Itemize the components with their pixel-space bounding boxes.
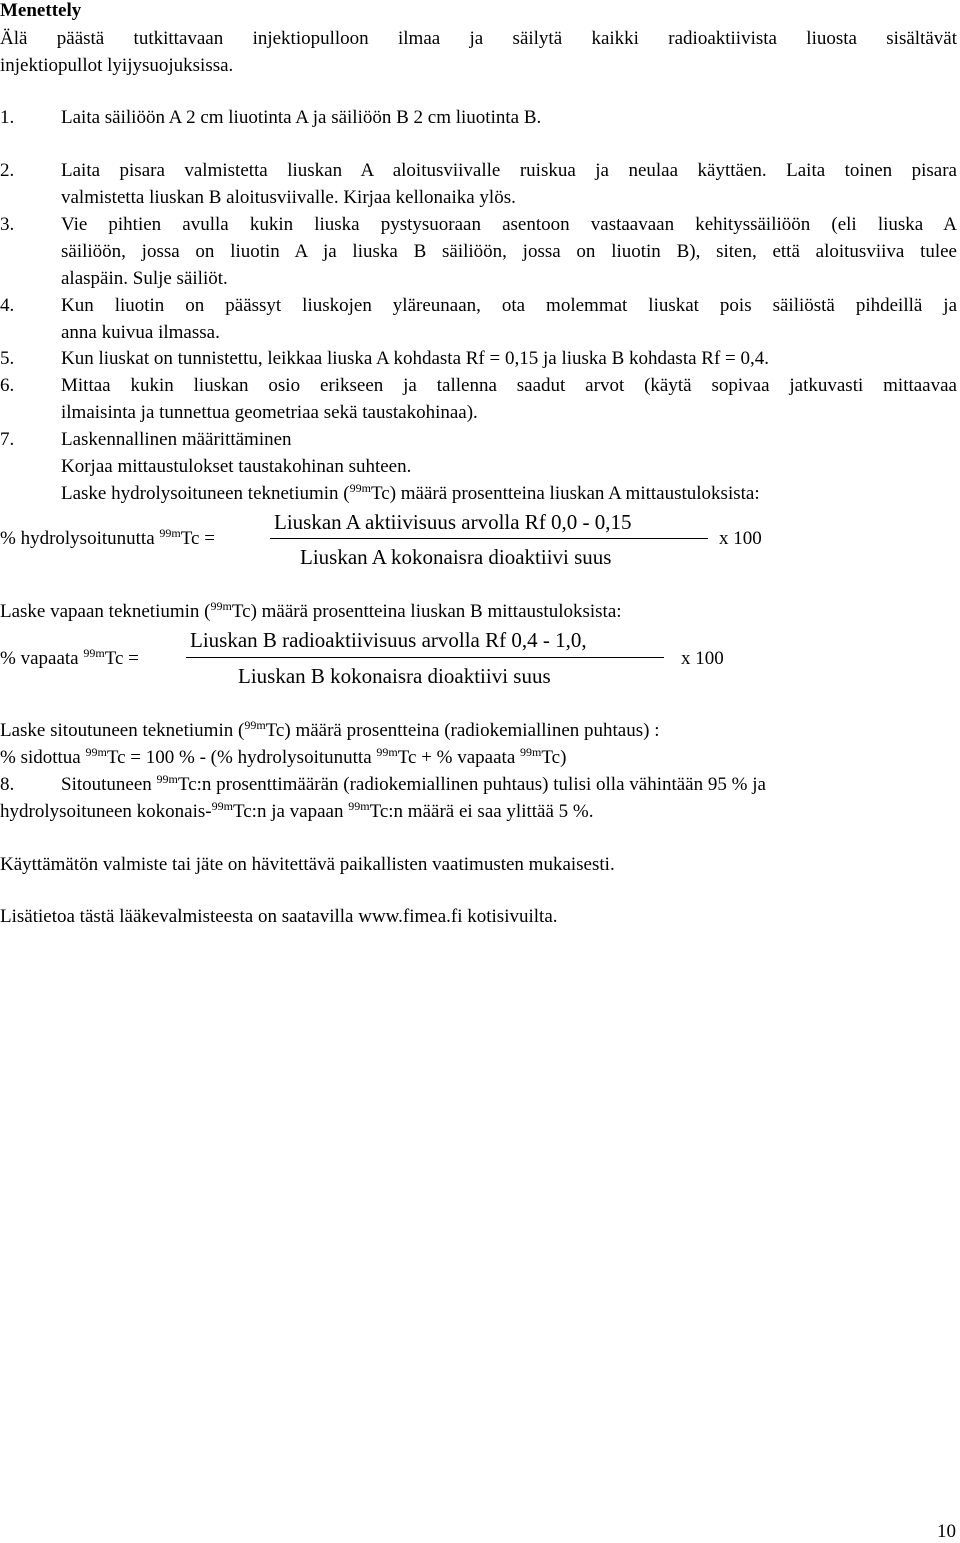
hydrolysed-denominator: Liuskan A kokonaisra dioaktiivi suus (300, 545, 612, 569)
isotope-superscript: 99m (83, 646, 105, 660)
step-2-line-1: Laita pisara valmistetta liuskan A aloitusviivalle ruiskua ja neulaa käyttäen. Laita toinen pisara (61, 160, 957, 181)
isotope-superscript: 99m (159, 526, 181, 540)
isotope-superscript: 99m (520, 745, 542, 759)
step-5-number: 5. (0, 348, 15, 369)
free-fraction-bar (186, 657, 664, 658)
free-denominator: Liuskan B kokonaisra dioaktiivi suus (238, 664, 551, 688)
bound-formula (0, 747, 566, 769)
hydrolysed-lhs-pre: % hydrolysoitunutta (0, 528, 155, 549)
step-2-line-2: valmistetta liuskan B aloitusviivalle. Kirjaa kellonaika ylös. (61, 187, 516, 208)
hydrolysed-formula-lhs (0, 528, 215, 550)
step-6-line-2: ilmaisinta ja tunnettua geometriaa sekä taustakohinaa). (61, 402, 478, 423)
step-4-line-1: Kun liuotin on päässyt liuskojen yläreunaan, ota molemmat liuskat pois säiliöstä pihdeillä ja (61, 295, 957, 316)
free-numerator: Liuskan B radioaktiivisuus arvolla Rf 0,4 - 1,0, (190, 628, 587, 652)
bound-formula-d: Tc) (541, 747, 567, 768)
free-intro (0, 601, 622, 623)
step-8-number: 8. (0, 774, 15, 795)
intro-line-1: Älä päästä tutkittavaan injektiopulloon ilmaa ja säilytä kaikki radioaktiivista liuosta sisältävät (0, 28, 957, 49)
isotope-superscript: 99m (376, 745, 398, 759)
step-4-number: 4. (0, 295, 15, 316)
isotope-superscript: 99m (85, 745, 107, 759)
isotope-superscript: 99m (244, 718, 266, 732)
bound-formula-a: % sidottua (0, 747, 81, 768)
step-6-line-1: Mittaa kukin liuskan osio erikseen ja tallenna saadut arvot (käytä sopivaa jatkuvasti mittaavaa (61, 375, 957, 396)
step-2-number: 2. (0, 160, 15, 181)
step-8-line-2-a: hydrolysoituneen kokonais- (0, 801, 212, 822)
hydrolysed-lhs-post: Tc = (180, 528, 215, 549)
isotope-superscript: 99m (211, 799, 233, 813)
bound-intro-post: Tc) määrä prosentteina (radiokemiallinen puhtaus) : (265, 720, 660, 741)
step-7-number: 7. (0, 429, 15, 450)
free-formula-lhs (0, 648, 139, 670)
step-3-line-1: Vie pihtien avulla kukin liuska pystysuoraan asentoon vastaavaan kehityssäiliöön (eli liuska A (61, 214, 957, 235)
free-lhs-post: Tc = (104, 648, 139, 669)
free-intro-post: Tc) määrä prosentteina liuskan B mittaustuloksista: (231, 601, 622, 622)
step-7-line-1: Laskennallinen määrittäminen (61, 429, 292, 450)
bound-intro-pre: Laske sitoutuneen teknetiumin ( (0, 720, 245, 741)
isotope-superscript: 99m (348, 799, 370, 813)
more-info-note: Lisätietoa tästä lääkevalmisteesta on saatavilla www.fimea.fi kotisivuilta. (0, 906, 558, 927)
bound-formula-c: Tc + % vapaata (397, 747, 516, 768)
step-7-line-2: Korjaa mittaustulokset taustakohinan suhteen. (61, 456, 412, 477)
step-8-line-2 (0, 801, 594, 823)
isotope-superscript: 99m (156, 772, 178, 786)
isotope-superscript: 99m (349, 481, 371, 495)
step-6-number: 6. (0, 375, 15, 396)
hydrolysed-numerator: Liuskan A aktiivisuus arvolla Rf 0,0 - 0,15 (274, 510, 632, 534)
step-1-text: Laita säiliöön A 2 cm liuotinta A ja säiliöön B 2 cm liuotinta B. (61, 107, 542, 128)
step-8-line-1-a: Sitoutuneen (61, 774, 152, 795)
step-3-line-2: säiliöön, jossa on liuotin A ja liuska B säiliöön, jossa on liuotin B), siten, että aloitusviiva tulee (61, 241, 957, 262)
hydrolysed-intro-post: Tc) määrä prosentteina liuskan A mittaustuloksista: (370, 483, 760, 504)
step-8-line-1-b: Tc:n prosenttimäärän (radiokemiallinen puhtaus) tulisi olla vähintään 95 % ja (177, 774, 766, 795)
disposal-note: Käyttämätön valmiste tai jäte on hävitettävä paikallisten vaatimusten mukaisesti. (0, 854, 615, 875)
step-4-line-2: anna kuivua ilmassa. (61, 322, 220, 343)
free-factor: x 100 (681, 648, 724, 669)
free-lhs-pre: % vapaata (0, 648, 79, 669)
isotope-superscript: 99m (210, 599, 232, 613)
step-5-text: Kun liuskat on tunnistettu, leikkaa liuska A kohdasta Rf = 0,15 ja liuska B kohdasta Rf = 0,4. (61, 348, 770, 369)
section-heading: Menettely (0, 0, 82, 21)
free-intro-pre: Laske vapaan teknetiumin ( (0, 601, 211, 622)
step-3-number: 3. (0, 214, 15, 235)
step-8-line-2-b: Tc:n ja vapaan (232, 801, 344, 822)
hydrolysed-fraction-bar (270, 538, 708, 539)
hydrolysed-intro-pre: Laske hydrolysoituneen teknetiumin ( (61, 483, 350, 504)
step-8-line-1 (61, 774, 766, 796)
bound-intro (0, 720, 659, 742)
step-8-line-2-c: Tc:n määrä ei saa ylittää 5 %. (369, 801, 594, 822)
step-3-line-3: alaspäin. Sulje säiliöt. (61, 268, 228, 289)
bound-formula-b: Tc = 100 % - (% hydrolysoitunutta (106, 747, 372, 768)
step-1-number: 1. (0, 107, 15, 128)
hydrolysed-factor: x 100 (719, 528, 762, 549)
hydrolysed-intro (61, 483, 760, 505)
page-number: 10 (937, 1521, 956, 1542)
intro-line-2: injektiopullot lyijysuojuksissa. (0, 55, 234, 76)
